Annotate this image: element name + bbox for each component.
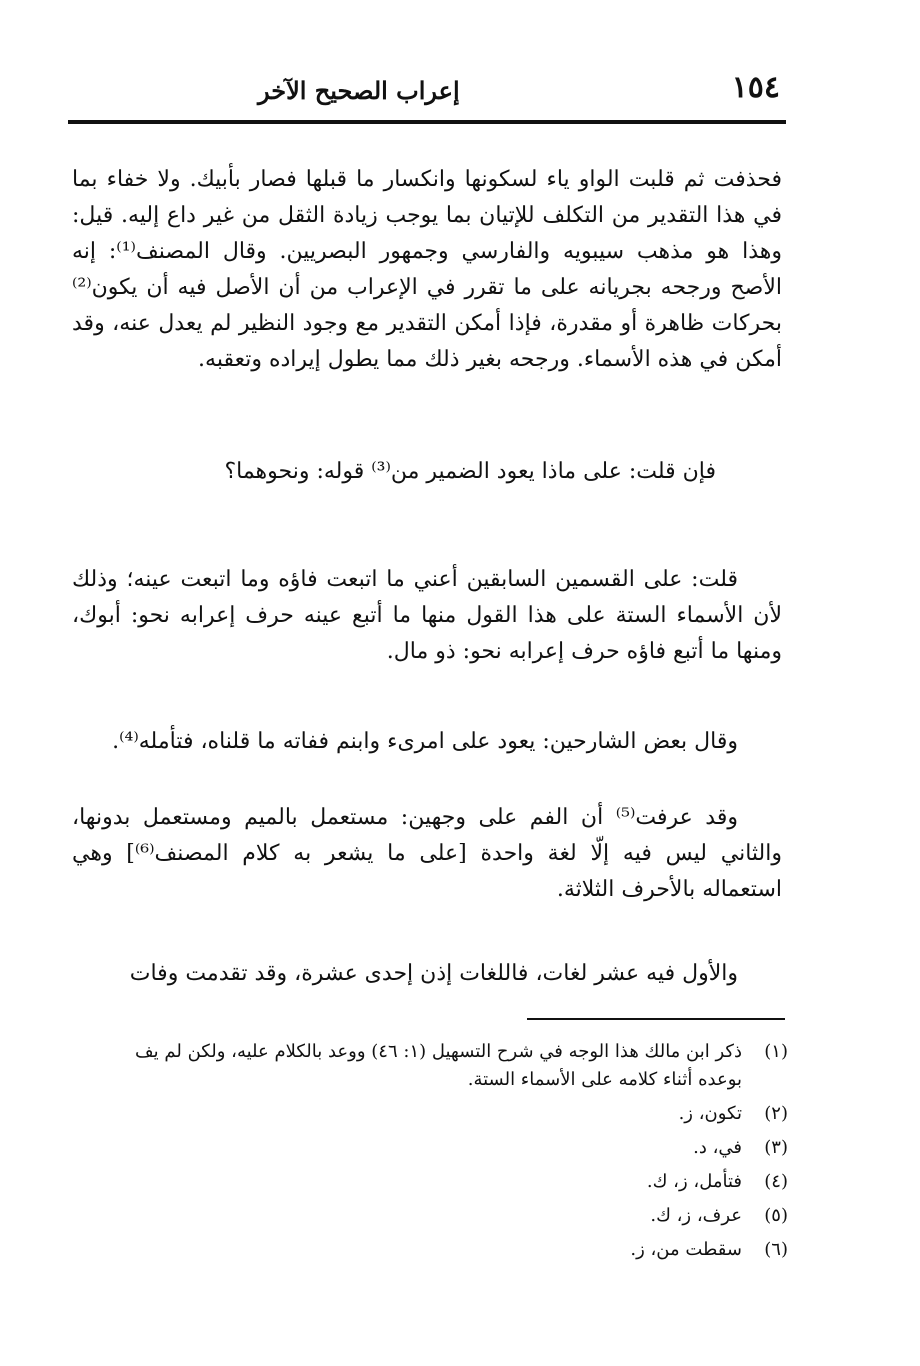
- footnote-text: ذكر ابن مالك هذا الوجه في شرح التسهيل (١: ٤٦) ووعد بالكلام عليه، ولكن لم يف بوعده أثناء كلامه على الأسماء الستة.: [135, 1041, 742, 1090]
- footnote-text: عرف، ز، ك.: [650, 1205, 742, 1226]
- footnote-3: [88, 1134, 788, 1162]
- page-header: [68, 70, 786, 116]
- page-number: ١٥٤: [731, 70, 780, 105]
- footnote-number: (٣): [764, 1137, 788, 1158]
- footnote-rule: [527, 1018, 785, 1020]
- header-rule: [68, 120, 786, 124]
- footnote-number: (١): [764, 1041, 788, 1062]
- paragraph-3: قلت: على القسمين السابقين أعني ما اتبعت فاؤه وما اتبعت عينه؛ وذلك لأن الأسماء الستة على هذا القول منها ما أتبع عينه حرف إعرابه نحو: أبوك، ومنها ما أتبع فاؤه حرف إعرابه نحو: ذو مال.: [72, 567, 782, 664]
- footnote-1: [88, 1038, 788, 1094]
- footnote-number: (٤): [764, 1171, 788, 1192]
- paragraph-2: فإن قلت: على ماذا يعود الضمير من⁽³⁾ قوله: ونحوهما؟: [224, 459, 716, 484]
- footnote-2: [88, 1100, 788, 1128]
- paragraph-6: والأول فيه عشر لغات، فاللغات إذن إحدى عشرة، وقد تقدمت وفات: [129, 961, 738, 986]
- paragraph-4: وقال بعض الشارحين: يعود على امرىء وابنم ففاته ما قلناه، فتأمله⁽⁴⁾.: [112, 729, 738, 754]
- footnote-number: (٢): [764, 1103, 788, 1124]
- footnote-text: في، د.: [693, 1137, 742, 1158]
- footnote-number: (٥): [764, 1205, 788, 1226]
- running-title: إعراب الصحيح الآخر: [258, 76, 460, 105]
- footnotes: [88, 1038, 788, 1270]
- footnote-5: [88, 1202, 788, 1230]
- footnote-6: [88, 1236, 788, 1264]
- paragraph-1: فحذفت ثم قلبت الواو ياء لسكونها وانكسار ما قبلها فصار بأبيك. ولا خفاء بما في هذا التقدير من التكلف للإتيان بما يوجب زيادة الثقل من غير داع إليه. قيل: وهذا هو مذهب سيبويه والفارسي وجمهور البصريين. وقال المصنف⁽¹⁾: إنه الأصح ورجحه بجريانه على ما تقرر في الإعراب من أن الأصل فيه أن يكون⁽²⁾ بحركات ظاهرة أو مقدرة، فإذا أمكن التقدير مع وجود النظير لم يعدل عنه، وقد أمكن في هذه الأسماء. ورجحه بغير ذلك مما يطول إيراده وتعقبه.: [72, 167, 783, 372]
- footnote-4: [88, 1168, 788, 1196]
- footnote-number: (٦): [764, 1239, 788, 1260]
- footnote-text: فتأمل، ز، ك.: [646, 1171, 742, 1192]
- footnote-text: تكون، ز.: [678, 1103, 742, 1124]
- paragraph-5: وقد عرفت⁽⁵⁾ أن الفم على وجهين: مستعمل بالميم ومستعمل بدونها، والثاني ليس فيه إلّا لغة واحدة [على ما يشعر به كلام المصنف⁽⁶⁾] وهي استعماله بالأحرف الثلاثة.: [72, 805, 782, 902]
- footnote-text: سقطت من، ز.: [630, 1239, 742, 1260]
